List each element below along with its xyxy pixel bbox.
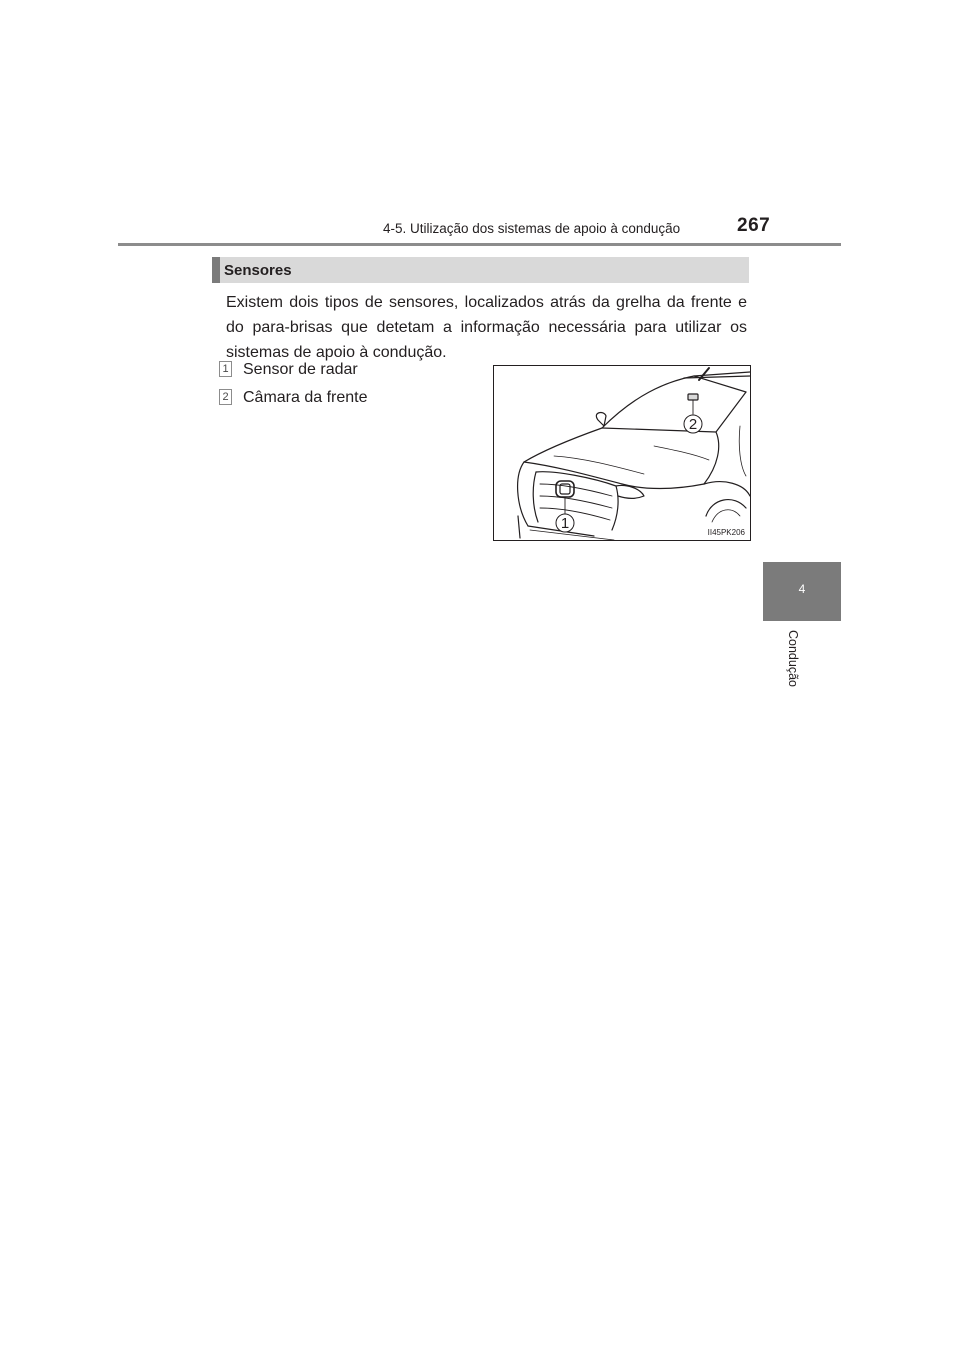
section-title: Sensores xyxy=(224,262,292,279)
section-paragraph: Existem dois tipos de sensores, localizados atrás da grelha da frente e do para-brisas que detetam a informação necessária para utilizar os sistemas de apoio à condução. xyxy=(226,294,747,361)
legend-number-box: 1 xyxy=(219,361,232,377)
vehicle-sensor-illustration xyxy=(493,365,751,541)
callout-label: 1 xyxy=(560,515,570,532)
figure-code: II45PK206 xyxy=(707,528,745,537)
page-number: 267 xyxy=(737,215,771,236)
callout-label: 2 xyxy=(688,416,698,433)
legend-number-box: 2 xyxy=(219,389,232,405)
chapter-label: Condução xyxy=(786,630,800,687)
running-header-section: 4-5. Utilização dos sistemas de apoio à condução xyxy=(383,221,681,236)
legend-label: Sensor de radar xyxy=(243,361,358,378)
legend-item-radar-sensor xyxy=(219,361,358,379)
chapter-number: 4 xyxy=(798,582,806,596)
pickup-truck-line-drawing xyxy=(494,366,750,540)
legend-label: Câmara da frente xyxy=(243,389,368,406)
legend-item-front-camera xyxy=(219,389,368,407)
section-heading-bar xyxy=(212,257,749,283)
header-divider xyxy=(118,243,841,246)
chapter-tab xyxy=(763,562,841,621)
